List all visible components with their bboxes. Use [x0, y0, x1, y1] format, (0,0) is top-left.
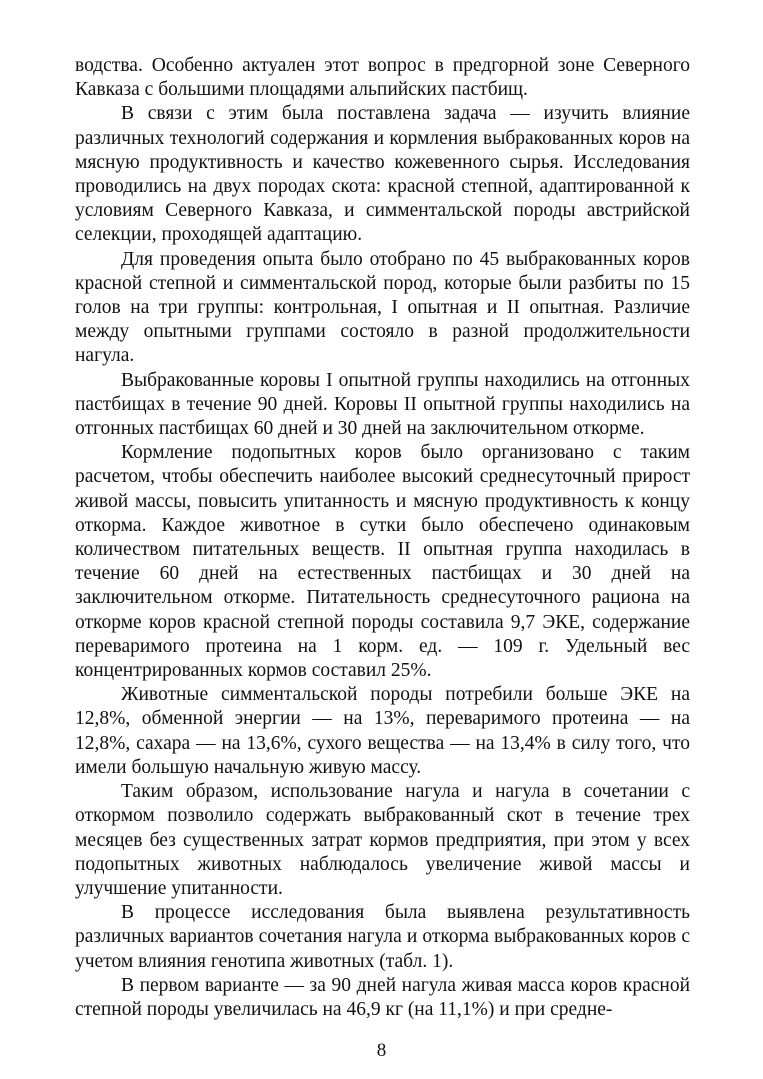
paragraph-group-one: Выбракованные коровы I опытной группы находились на отгонных пастбищах в течение 90 дней. Коровы II опытной группы находились на отгонных пастбищах 60 дней и 30 дней на заключительном откорме. [75, 369, 690, 440]
paragraph-research: В процессе исследования была выявлена результативность различных вариантов сочетания нагула и откорма выбракованных коров с учетом влияния генотипа животных (табл. 1). [75, 902, 690, 972]
paragraph-experiment-setup: Для проведения опыта было отобрано по 45 выбракованных коров красной степной и симментальской пород, которые были разбиты по 15 голов на три группы: контрольная, I опытная и II опытная. Различие между опытными группами состояло в разной продолжительности нагула. [75, 248, 690, 367]
paragraph-simmental: Животные симментальской породы потребили больше ЭКЕ на 12,8%, обменной энергии — на 13%, переваримого протеина — на 12,8%, сахара — на 13,6%, сухого вещества — на 13,4% в силу того, что имели большую начальную живую массу. [75, 684, 690, 778]
body-text [75, 54, 690, 1022]
paragraph-feeding: Кормление подопытных коров было организовано с таким расчетом, чтобы обеспечить наиболее высокий среднесуточный прирост живой массы, повысить упитанность и мясную продуктивность к концу откорма. Каждое животное в сутки было обеспечено одинаковым количеством питательных веществ. II опытная группа находилась в течение 60 дней на естественных пастбищах и 30 дней на заключительном откорме. Питательность среднесуточного рациона на откорме коров красной степной породы составила 9,7 ЭКЕ, содержание переваримого протеина на 1 корм. ед. — 109 г. Удельный вес концентрированных кормов составил 25%. [75, 442, 690, 682]
page-number: 8 [376, 1040, 387, 1061]
paragraph-task: В связи с этим была поставлена задача — изучить влияние различных технологий содержания и кормления выбракованных коров на мясную продуктивность и качество кожевенного сырья. Исследования проводились на двух породах скота: красной степной, адаптированной к условиям Северного Кавказа, и симментальской породы австрийской селекции, проходящей адаптацию. [75, 103, 690, 246]
paragraph-continuation: водства. Особенно актуален этот вопрос в предгорной зоне Северного Кавказа с большими площадями альпийских пастбищ. [75, 55, 690, 101]
paragraph-first-variant: В первом варианте — за 90 дней нагула живая масса коров красной степной породы увеличилась на 46,9 кг (на 11,1%) и при средне- [75, 974, 690, 1020]
paragraph-conclusion: Таким образом, использование нагула и нагула в сочетании с откормом позволило содержать выбракованный скот в течение трех месяцев без существенных затрат кормов предприятия, при этом у всех подопытных животных наблюдалось увеличение живой массы и улучшение упитанности. [75, 781, 690, 899]
